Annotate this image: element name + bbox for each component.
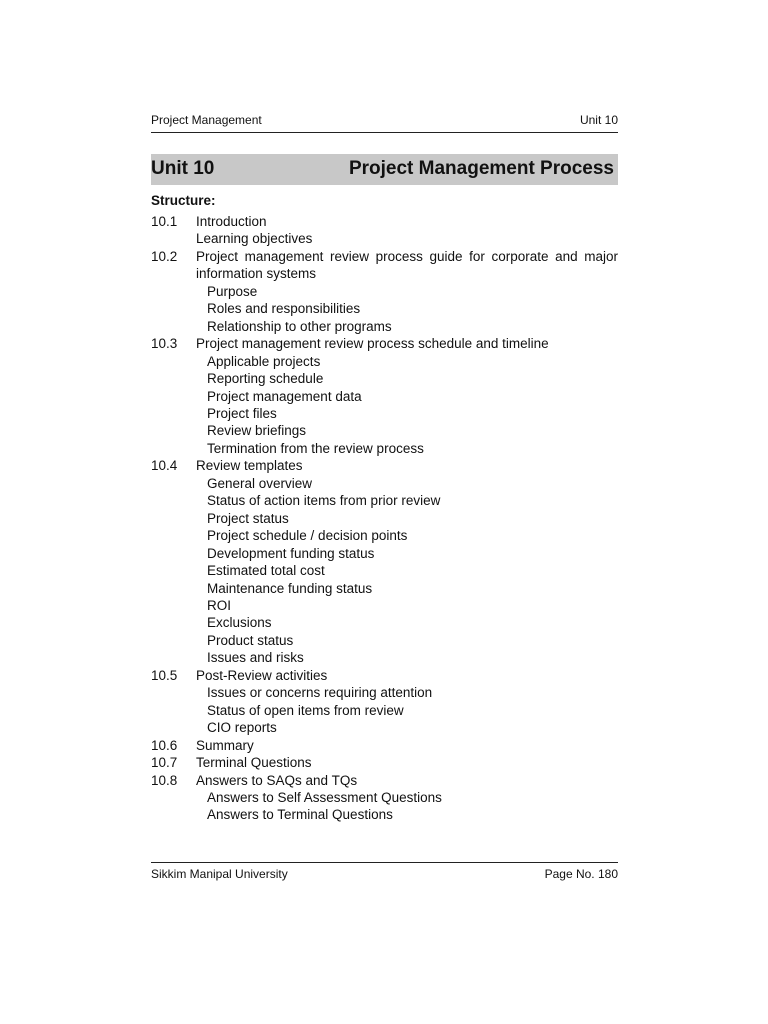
toc-subsection-row <box>151 597 618 614</box>
toc-entry-text: Purpose <box>207 283 258 299</box>
toc-subsection-row <box>151 230 618 247</box>
toc-entry-text: Project management review process schedule and timeline <box>196 336 549 352</box>
toc-subsection-row <box>151 492 618 509</box>
toc-entry-text: Roles and responsibilities <box>207 301 361 317</box>
header-unit-label: Unit 10 <box>579 113 618 127</box>
toc-section-row <box>151 213 618 230</box>
toc-subsection-row <box>151 719 618 736</box>
toc-entry-text: Relationship to other programs <box>207 318 392 334</box>
toc-subsection-row <box>151 806 618 823</box>
toc-section-row <box>151 667 618 684</box>
table-of-contents <box>151 213 618 824</box>
toc-subsection-row <box>151 475 618 492</box>
toc-subsection-row <box>151 405 618 422</box>
toc-subsection-row <box>151 388 618 405</box>
unit-number: Unit 10 <box>151 158 215 179</box>
toc-entry-text: Review templates <box>196 458 303 474</box>
toc-entry-text: Product status <box>207 632 294 648</box>
toc-subsection-row <box>151 422 618 439</box>
toc-section-row <box>151 737 618 754</box>
toc-entry-text: Project management data <box>207 388 362 404</box>
toc-entry-text: Project status <box>207 510 289 526</box>
footer-page-number: Page No. 180 <box>544 867 618 881</box>
toc-entry-text: Introduction <box>196 214 267 229</box>
toc-entry-text: ROI <box>207 597 232 613</box>
running-footer <box>151 862 618 885</box>
toc-section-number: 10.1 <box>151 214 178 229</box>
footer-university: Sikkim Manipal University <box>151 867 288 881</box>
toc-subsection-row <box>151 510 618 527</box>
running-header <box>151 112 618 133</box>
toc-entry-text: Answers to Self Assessment Questions <box>207 789 442 805</box>
toc-subsection-row <box>151 283 618 300</box>
toc-section-number: 10.4 <box>151 458 178 474</box>
toc-subsection-row <box>151 702 618 719</box>
toc-section-number: 10.6 <box>151 737 178 753</box>
toc-subsection-row <box>151 562 618 579</box>
toc-entry-text: General overview <box>207 475 313 491</box>
toc-subsection-row <box>151 684 618 701</box>
toc-subsection-row <box>151 614 618 631</box>
toc-subsection-row <box>151 632 618 649</box>
toc-subsection-row <box>151 318 618 335</box>
toc-section-row <box>151 772 618 789</box>
toc-section-number: 10.5 <box>151 667 178 683</box>
toc-entry-text: Project management review process guide for corporate and major information systems <box>196 248 618 282</box>
toc-section-row <box>151 335 618 352</box>
toc-section-number: 10.8 <box>151 772 178 788</box>
toc-entry-text: Project files <box>207 405 277 421</box>
toc-entry-text: Summary <box>196 737 254 753</box>
toc-section-row <box>151 754 618 771</box>
toc-entry-text: Post-Review activities <box>196 667 328 683</box>
toc-entry-text: Review briefings <box>207 423 307 439</box>
toc-subsection-row <box>151 353 618 370</box>
toc-entry-text: Issues or concerns requiring attention <box>207 685 433 701</box>
toc-entry-text: Termination from the review process <box>207 440 424 456</box>
toc-entry-text: Exclusions <box>207 615 272 631</box>
toc-section-number: 10.2 <box>151 248 178 264</box>
toc-subsection-row <box>151 789 618 806</box>
unit-title: Project Management Process <box>348 158 614 179</box>
toc-entry-text: Applicable projects <box>207 353 321 369</box>
toc-section-row <box>151 248 618 283</box>
header-book-title: Project Management <box>151 113 262 127</box>
toc-subsection-row <box>151 580 618 597</box>
unit-title-bar <box>151 154 618 185</box>
toc-subsection-row <box>151 527 618 544</box>
toc-entry-text: Learning objectives <box>196 231 313 247</box>
toc-entry-text: Issues and risks <box>207 650 304 666</box>
toc-section-number: 10.7 <box>151 755 178 771</box>
toc-entry-text: Answers to Terminal Questions <box>207 807 393 823</box>
toc-subsection-row <box>151 300 618 317</box>
toc-entry-text: Estimated total cost <box>207 563 325 579</box>
toc-entry-text: Reporting schedule <box>207 371 324 387</box>
toc-subsection-row <box>151 649 618 666</box>
toc-entry-text: Answers to SAQs and TQs <box>196 772 358 788</box>
toc-entry-text: Status of action items from prior review <box>207 493 441 509</box>
toc-entry-text: Development funding status <box>207 545 375 561</box>
structure-heading: Structure: <box>151 193 216 208</box>
toc-subsection-row <box>151 440 618 457</box>
toc-entry-text: CIO reports <box>207 720 277 736</box>
toc-entry-text: Project schedule / decision points <box>207 528 408 544</box>
toc-entry-text: Status of open items from review <box>207 702 404 718</box>
toc-entry-text: Terminal Questions <box>196 755 312 771</box>
toc-entry-text: Maintenance funding status <box>207 580 373 596</box>
toc-section-row <box>151 457 618 474</box>
toc-subsection-row <box>151 370 618 387</box>
toc-subsection-row <box>151 545 618 562</box>
toc-section-number: 10.3 <box>151 336 178 352</box>
